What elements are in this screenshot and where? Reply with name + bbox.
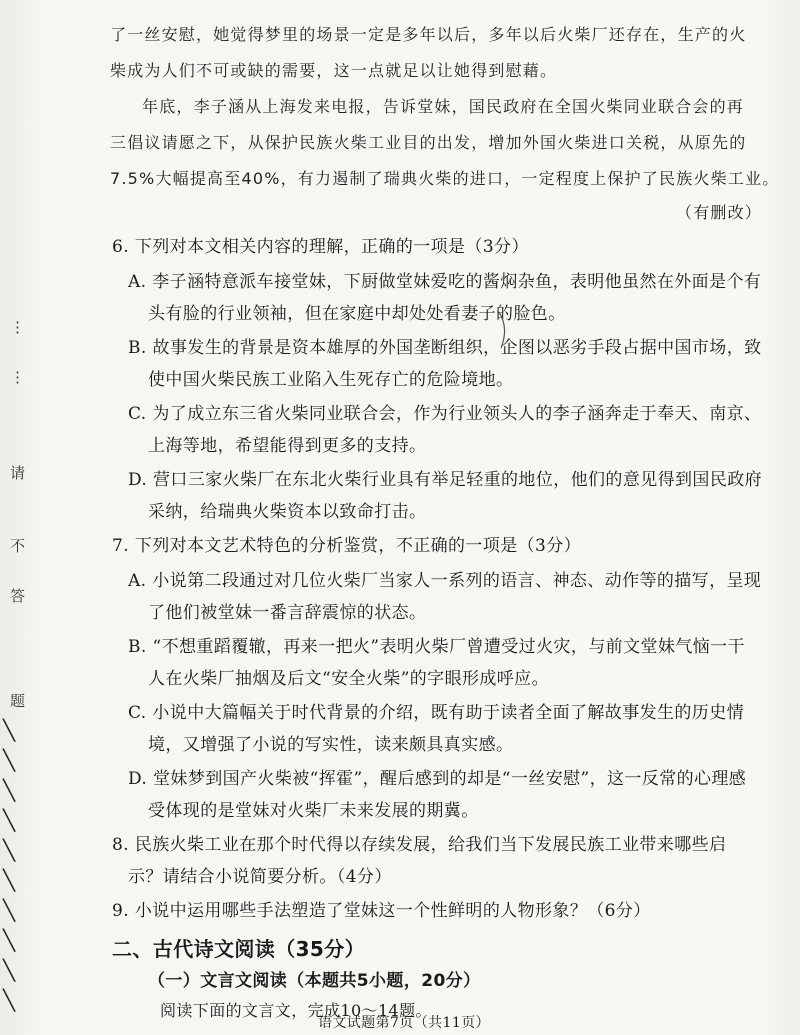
question-7-option-a-cont: 了他们被堂妹一番言辞震惊的状态。 <box>148 603 427 623</box>
question-7-option-d-cont: 受体现的是堂妹对火柴厂未来发展的期冀。 <box>148 801 479 821</box>
passage-source: （有删改） <box>676 203 763 222</box>
passage-line: 了一丝安慰，她觉得梦里的场景一定是多年以后，多年以后火柴厂还存在，生产的火 <box>110 25 747 44</box>
binding-chevron-icon: ╲ <box>3 898 16 922</box>
question-8-cont: 示？请结合小说简要分析。（4分） <box>128 867 392 887</box>
question-6-option-c-cont: 上海等地，希望能得到更多的支持。 <box>148 436 427 456</box>
question-6-option-d: D. 营口三家火柴厂在东北火柴行业具有举足轻重的地位，他们的意见得到国民政府 <box>128 470 763 490</box>
binding-chevron-icon: ╲ <box>3 718 16 742</box>
question-7-option-c: C. 小说中大篇幅关于时代背景的介绍，既有助于读者全面了解故事发生的历史情 <box>128 703 745 723</box>
binding-dots: ⋮ <box>10 368 25 386</box>
passage-line: 柴成为人们不可或缺的需要，这一点就足以让她得到慰藉。 <box>110 61 558 80</box>
binding-chevron-icon: ╲ <box>3 748 16 772</box>
binding-char: 答 <box>10 587 26 605</box>
binding-char: 题 <box>10 692 26 710</box>
question-6-option-d-cont: 采纳，给瑞典火柴资本以致命打击。 <box>148 502 427 522</box>
question-9: 9. 小说中运用哪些手法塑造了堂妹这一个性鲜明的人物形象？（6分） <box>112 901 651 921</box>
question-6-option-c: C. 为了成立东三省火柴同业联合会，作为行业领头人的李子涵奔走于奉天、南京、 <box>128 404 762 424</box>
question-6-option-b: B. 故事发生的背景是资本雄厚的外国垄断组织，企图以恶劣手段占据中国市场，致 <box>128 338 762 358</box>
section-subtitle: （一）文言文阅读（本题共5小题，20分） <box>148 971 481 991</box>
page-footer: 语文试题第7页（共11页） <box>318 1015 490 1031</box>
binding-char: 不 <box>10 537 26 555</box>
binding-dots: ⋮ <box>10 318 25 336</box>
binding-char: 请 <box>10 464 26 482</box>
binding-chevron-icon: ╲ <box>3 808 16 832</box>
question-7-stem: 7. 下列对本文艺术特色的分析鉴赏，不正确的一项是（3分） <box>112 536 582 556</box>
question-7-option-a: A. 小说第二段通过对几位火柴厂当家人一系列的语言、神态、动作等的描写，呈现 <box>128 571 762 591</box>
pencil-mark-icon <box>495 310 515 350</box>
binding-chevron-icon: ╲ <box>3 778 16 802</box>
passage-line: 7.5%大幅提高至40%，有力遏制了瑞典火柴的进口，一定程度上保护了民族火柴工业。 <box>110 169 780 188</box>
binding-chevron-icon: ╲ <box>3 928 16 952</box>
question-8: 8. 民族火柴工业在那个时代得以存续发展，给我们当下发展民族工业带来哪些启 <box>112 835 727 855</box>
question-7-option-c-cont: 境，又增强了小说的写实性，读来颇具真实感。 <box>148 735 514 755</box>
passage-line: 三倡议请愿之下，从保护民族火柴工业目的出发，增加外国火柴进口关税，从原先的 <box>110 133 747 152</box>
question-6-option-b-cont: 使中国火柴民族工业陷入生死存亡的危险境地。 <box>148 370 514 390</box>
question-7-option-b: B. “不想重蹈覆辙，再来一把火”表明火柴厂曾遭受过火灾，与前文堂妹气恼一干 <box>128 637 745 657</box>
section-title: 二、古代诗文阅读（35分） <box>112 937 366 961</box>
binding-chevron-icon: ╲ <box>3 988 16 1012</box>
question-6-stem: 6. 下列对本文相关内容的理解，正确的一项是（3分） <box>112 237 529 257</box>
passage-line: 年底，李子涵从上海发来电报，告诉堂妹，国民政府在全国火柴同业联合会的再 <box>142 97 745 116</box>
binding-chevron-icon: ╲ <box>3 868 16 892</box>
binding-chevron-icon: ╲ <box>3 838 16 862</box>
question-7-option-b-cont: 人在火柴厂抽烟及后文“安全火柴”的字眼形成呼应。 <box>148 669 549 689</box>
section-intro: 阅读下面的文言文，完成10～14题。 <box>160 1001 432 1020</box>
question-6-option-a: A. 李子涵特意派车接堂妹，下厨做堂妹爱吃的酱焖杂鱼，表明他虽然在外面是个有 <box>128 272 762 292</box>
question-7-option-d: D. 堂妹梦到国产火柴被“挥霍”，醒后感到的却是“一丝安慰”，这一反常的心理感 <box>128 769 747 789</box>
question-6-option-a-cont: 头有脸的行业领袖，但在家庭中却处处看妻子的脸色。 <box>148 304 566 324</box>
binding-chevron-icon: ╲ <box>3 958 16 982</box>
